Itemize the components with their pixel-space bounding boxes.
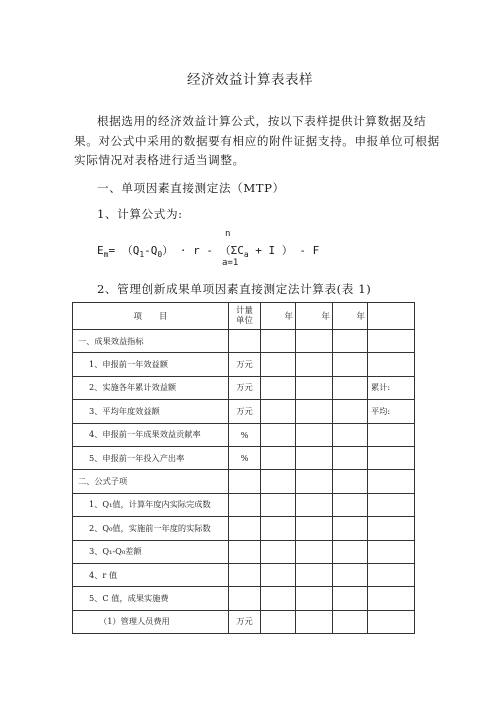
row-item-label: 4、r 值 <box>73 563 229 586</box>
row-year-1-cell[interactable] <box>261 517 296 540</box>
header-unit-bottom: 单位 <box>235 316 253 326</box>
table-row <box>73 517 415 540</box>
row-year-2-cell[interactable] <box>296 353 333 376</box>
row-year-2-cell[interactable] <box>296 563 333 586</box>
formula-lhs-sub: m <box>103 250 109 260</box>
table-row <box>73 376 415 399</box>
row-year-2-cell[interactable] <box>296 587 333 610</box>
row-year-3-cell[interactable] <box>333 563 368 586</box>
row-item-label: 3、平均年度效益额 <box>73 400 229 423</box>
table-row <box>73 353 415 376</box>
row-year-1-cell[interactable] <box>261 563 296 586</box>
formula-lhs: E <box>97 244 104 257</box>
row-year-1-cell[interactable] <box>261 446 296 469</box>
row-year-1-cell[interactable] <box>261 330 296 353</box>
table-row <box>73 493 415 516</box>
row-year-1-cell[interactable] <box>261 610 296 633</box>
row-item-label: 2、Q₀值，实施前一年度的实际数 <box>73 517 229 540</box>
document-title: 经济效益计算表表样 <box>187 72 313 88</box>
row-unit <box>229 517 261 540</box>
table-row <box>73 330 415 353</box>
row-year-1-cell[interactable] <box>261 540 296 563</box>
header-extra <box>368 303 415 330</box>
table-row <box>73 400 415 423</box>
row-unit <box>229 540 261 563</box>
header-year-1: 年 <box>261 303 296 330</box>
row-year-3-cell[interactable] <box>333 610 368 633</box>
row-year-3-cell[interactable] <box>333 540 368 563</box>
row-year-2-cell[interactable] <box>296 540 333 563</box>
row-year-2-cell[interactable] <box>296 423 333 446</box>
row-year-3-cell[interactable] <box>333 400 368 423</box>
row-year-2-cell[interactable] <box>296 493 333 516</box>
row-year-1-cell[interactable] <box>261 423 296 446</box>
row-note: 平均: <box>368 400 415 423</box>
row-unit: % <box>229 446 261 469</box>
row-year-3-cell[interactable] <box>333 353 368 376</box>
formula-part-b: -Q <box>144 244 158 257</box>
row-unit <box>229 587 261 610</box>
table-caption: 2、管理创新成果单项因素直接测定法计算表(表 1) <box>97 282 372 296</box>
table-header-row <box>73 303 415 330</box>
formula-expression <box>97 242 319 259</box>
row-year-3-cell[interactable] <box>333 330 368 353</box>
row-item-label: 2、实施各年累计效益额 <box>73 376 229 399</box>
formula-part-c: ） · r - （ΣC <box>162 244 244 257</box>
formula-sum-lower: a=1 <box>222 258 239 268</box>
row-unit <box>229 493 261 516</box>
row-year-2-cell[interactable] <box>296 330 333 353</box>
row-unit: 万元 <box>229 610 261 633</box>
table-row <box>73 563 415 586</box>
row-note <box>368 330 415 353</box>
row-note <box>368 587 415 610</box>
row-note <box>368 517 415 540</box>
row-note <box>368 610 415 633</box>
row-year-3-cell[interactable] <box>333 376 368 399</box>
row-note <box>368 353 415 376</box>
row-item-label: 二、公式子项 <box>73 470 229 493</box>
row-unit <box>229 563 261 586</box>
header-unit <box>229 303 261 330</box>
row-year-2-cell[interactable] <box>296 376 333 399</box>
row-year-1-cell[interactable] <box>261 493 296 516</box>
row-year-1-cell[interactable] <box>261 400 296 423</box>
row-year-1-cell[interactable] <box>261 587 296 610</box>
row-year-3-cell[interactable] <box>333 423 368 446</box>
row-note <box>368 470 415 493</box>
row-unit: % <box>229 423 261 446</box>
row-note <box>368 446 415 469</box>
row-year-3-cell[interactable] <box>333 517 368 540</box>
table-body <box>73 330 415 634</box>
formula-ca-sub: a <box>243 250 249 260</box>
table-row <box>73 587 415 610</box>
row-note <box>368 493 415 516</box>
header-year-2: 年 <box>296 303 333 330</box>
formula-label: 1、计算公式为: <box>97 207 183 221</box>
row-year-1-cell[interactable] <box>261 376 296 399</box>
section-heading-mtp: 一、单项因素直接测定法（MTP） <box>97 181 285 195</box>
row-unit: 万元 <box>229 400 261 423</box>
row-item-label: 1、Q₁值，计算年度内实际完成数 <box>73 493 229 516</box>
mtp-calculation-table <box>72 302 415 634</box>
header-unit-top: 计量 <box>235 306 253 316</box>
table-row <box>73 610 415 633</box>
row-item-label: 4、申报前一年成果效益贡献率 <box>73 423 229 446</box>
table-row <box>73 423 415 446</box>
row-item-label: 一、成果效益指标 <box>73 330 229 353</box>
row-unit: 万元 <box>229 353 261 376</box>
row-note: 累计: <box>368 376 415 399</box>
header-year-3: 年 <box>333 303 368 330</box>
row-year-1-cell[interactable] <box>261 470 296 493</box>
row-year-3-cell[interactable] <box>333 493 368 516</box>
row-year-3-cell[interactable] <box>333 446 368 469</box>
row-note <box>368 540 415 563</box>
row-year-3-cell[interactable] <box>333 470 368 493</box>
row-year-2-cell[interactable] <box>296 517 333 540</box>
intro-paragraph: 根据选用的经济效益计算公式，按以下表样提供计算数据及结果。对公式中采用的数据要有相应的附件证据支持。申报单位可根据实际情况对表格进行适当调整。 <box>74 114 440 167</box>
formula-q0-sub: 0 <box>157 250 163 260</box>
row-unit: 万元 <box>229 376 261 399</box>
row-year-2-cell[interactable] <box>296 610 333 633</box>
row-note <box>368 423 415 446</box>
row-year-1-cell[interactable] <box>261 353 296 376</box>
row-unit <box>229 470 261 493</box>
formula-sum-upper: n <box>225 229 231 239</box>
row-year-2-cell[interactable] <box>296 400 333 423</box>
row-year-3-cell[interactable] <box>333 587 368 610</box>
formula-part-a: = （Q <box>108 244 140 257</box>
table-row <box>73 446 415 469</box>
row-item-label: 5、C 值，成果实施费 <box>73 587 229 610</box>
table-row <box>73 470 415 493</box>
row-unit <box>229 330 261 353</box>
row-year-2-cell[interactable] <box>296 470 333 493</box>
row-item-label: 3、Q₁-Q₀差额 <box>73 540 229 563</box>
row-note <box>368 563 415 586</box>
row-year-2-cell[interactable] <box>296 446 333 469</box>
row-item-label: （1）管理人员费用 <box>73 610 229 633</box>
header-item: 项 目 <box>73 303 229 330</box>
row-item-label: 1、申报前一年效益额 <box>73 353 229 376</box>
row-item-label: 5、申报前一年投入产出率 <box>73 446 229 469</box>
table-row <box>73 540 415 563</box>
formula-q1-sub: 1 <box>139 250 145 260</box>
formula-part-d: + I ） - F <box>248 244 320 257</box>
